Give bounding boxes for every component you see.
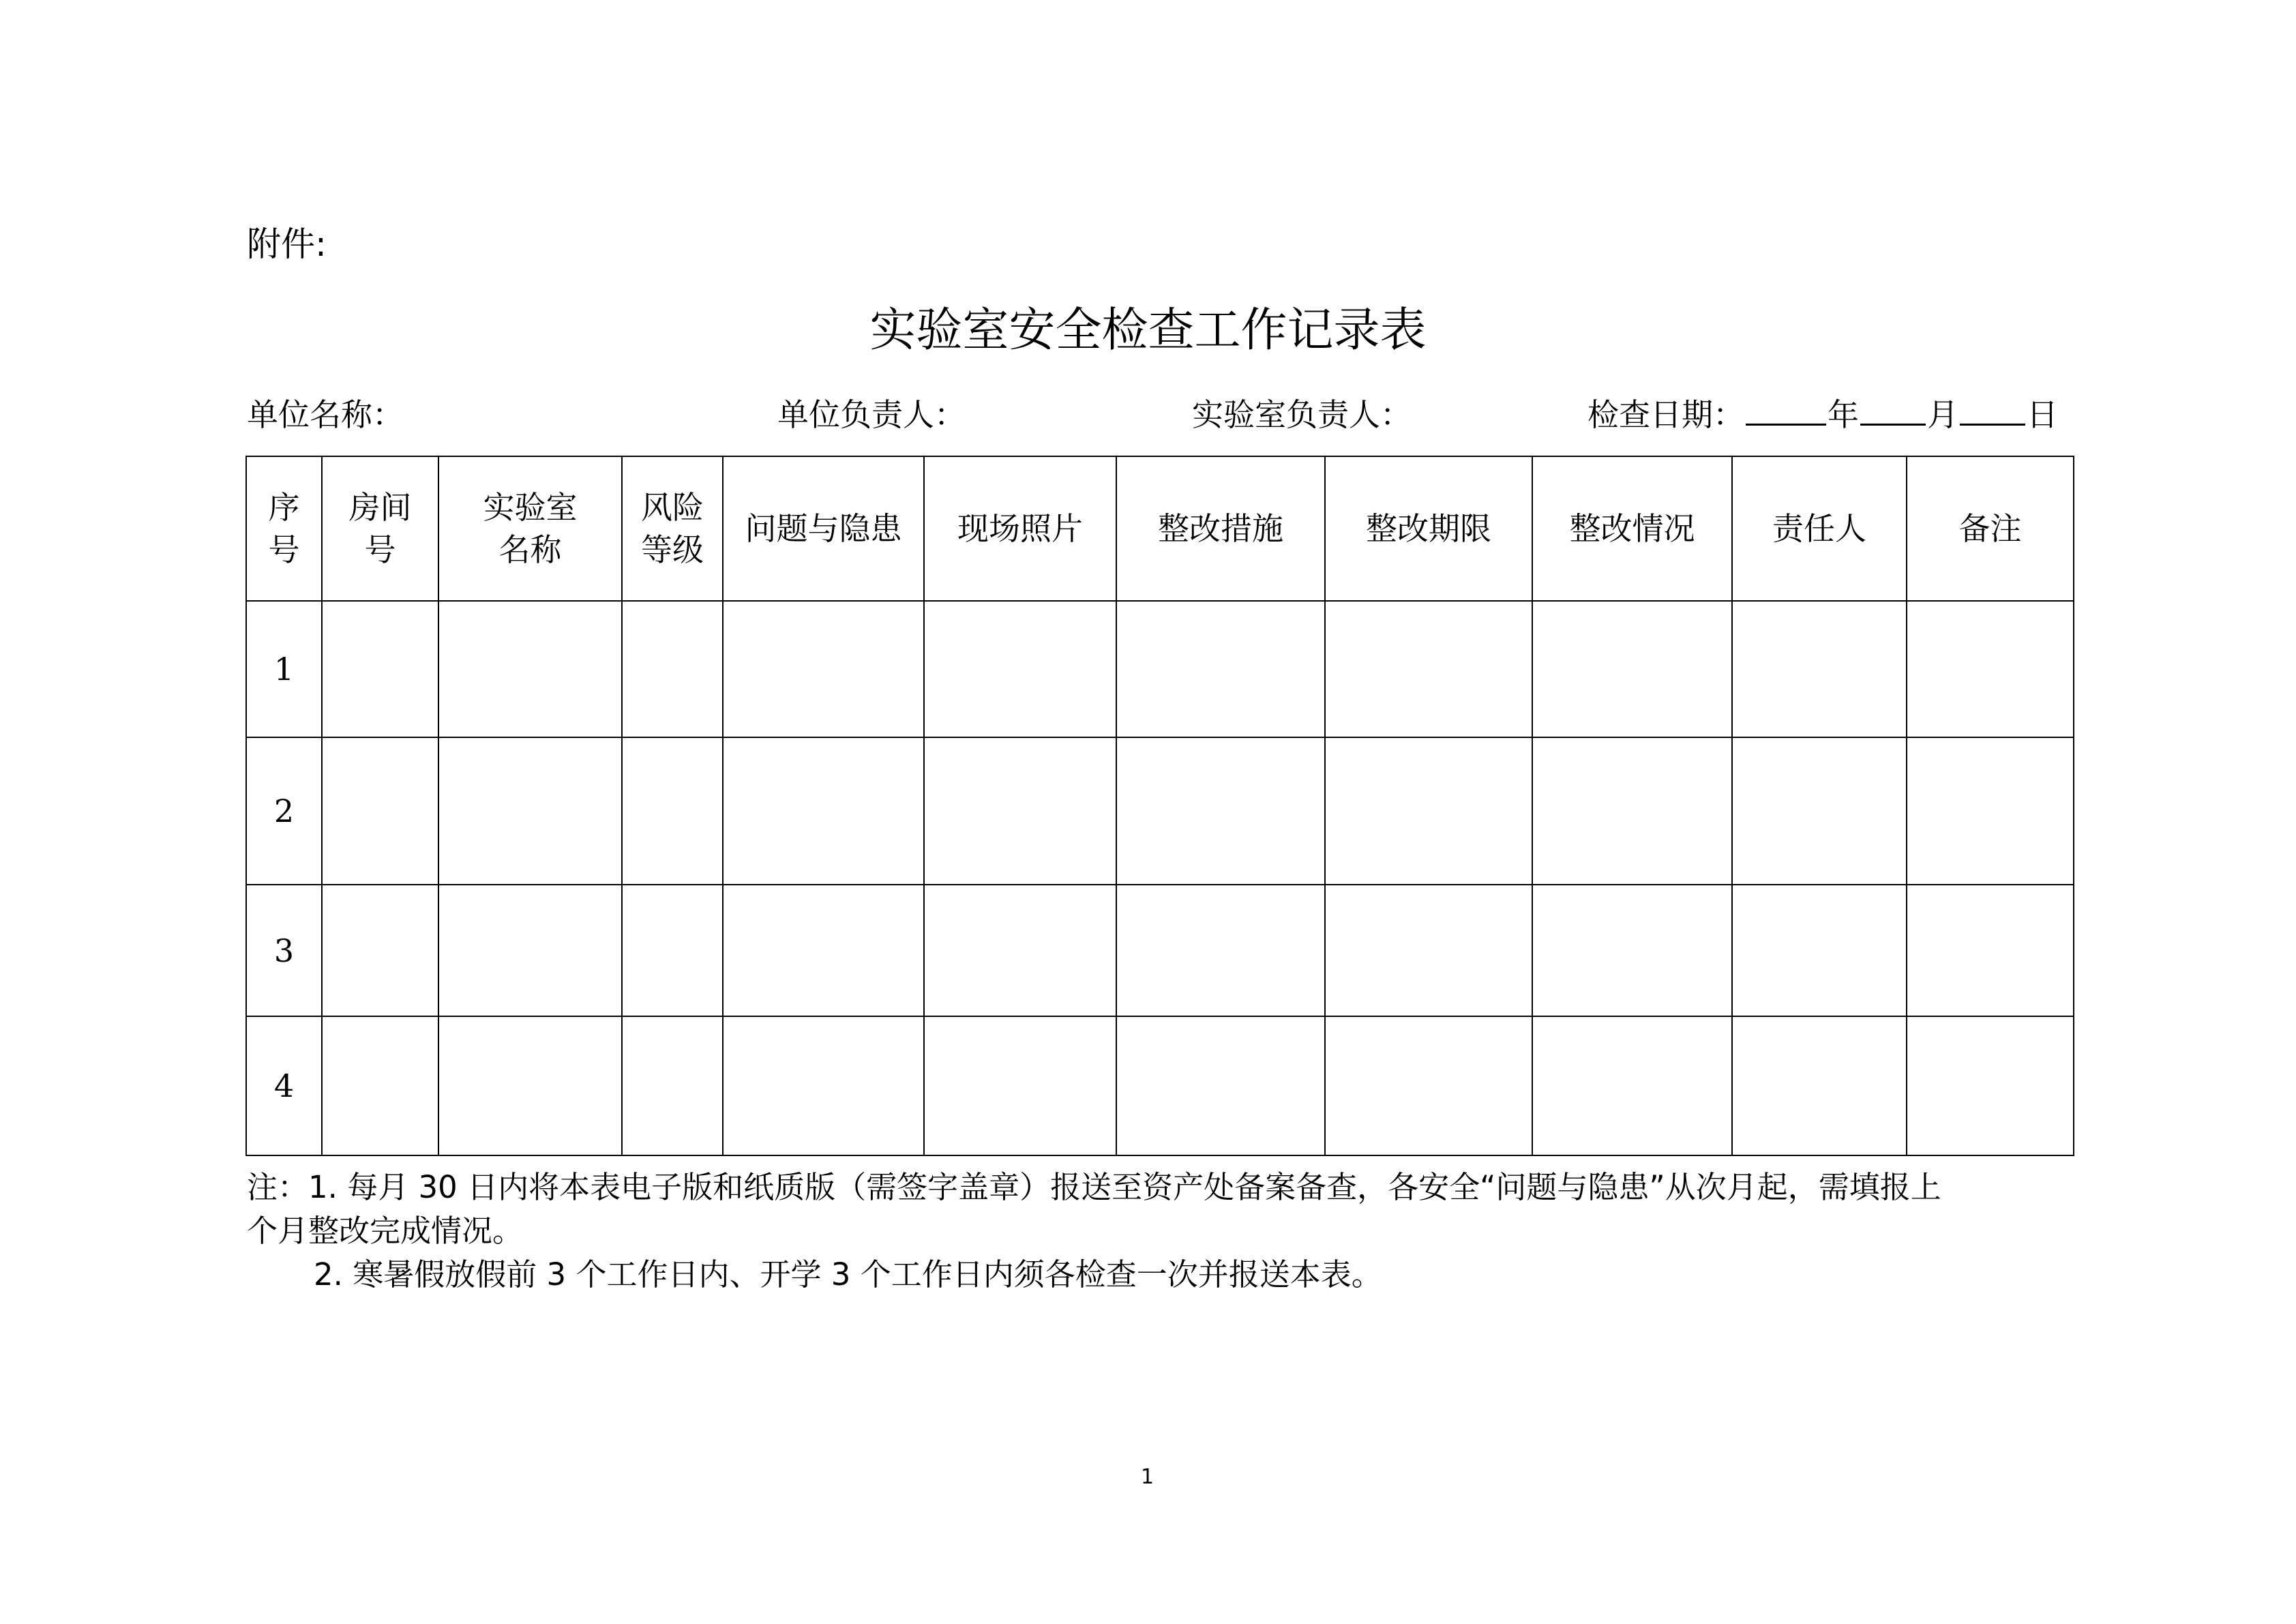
- cell[interactable]: [1907, 601, 2074, 737]
- cell[interactable]: [622, 1016, 723, 1155]
- cell[interactable]: [622, 601, 723, 737]
- header-remarks: 备注: [1907, 456, 2074, 601]
- attachment-label: 附件:: [247, 224, 327, 264]
- inspection-record-table: [245, 456, 2074, 1156]
- table-row: [246, 737, 2074, 885]
- month-label: 月: [1927, 396, 1958, 433]
- unit-head-label: 单位负责人：: [777, 396, 966, 433]
- cell[interactable]: [1325, 737, 1532, 885]
- cell[interactable]: [1116, 1016, 1325, 1155]
- cell[interactable]: [924, 1016, 1116, 1155]
- cell[interactable]: [723, 601, 924, 737]
- cell[interactable]: [438, 601, 622, 737]
- month-blank[interactable]: [1860, 396, 1926, 426]
- cell[interactable]: [924, 601, 1116, 737]
- header-measures: 整改措施: [1116, 456, 1325, 601]
- year-blank[interactable]: [1746, 396, 1826, 426]
- cell[interactable]: [1732, 737, 1907, 885]
- cell[interactable]: [1732, 601, 1907, 737]
- cell[interactable]: [1907, 1016, 2074, 1155]
- cell[interactable]: [1325, 885, 1532, 1016]
- cell[interactable]: [924, 737, 1116, 885]
- header-responsible: 责任人: [1732, 456, 1907, 601]
- cell[interactable]: [723, 737, 924, 885]
- header-lab-name: 实验室 名称: [438, 456, 622, 601]
- note-1-continued: 个月整改完成情况。: [247, 1213, 524, 1249]
- unit-name-label: 单位名称：: [247, 396, 404, 433]
- inspection-date-field: [1587, 390, 2058, 435]
- lab-head-label: 实验室负责人：: [1192, 396, 1412, 433]
- cell[interactable]: [622, 885, 723, 1016]
- row-number: 2: [246, 737, 322, 885]
- cell[interactable]: [322, 737, 438, 885]
- row-number: 3: [246, 885, 322, 1016]
- table-row: [246, 1016, 2074, 1155]
- cell[interactable]: [322, 885, 438, 1016]
- header-seq: 序 号: [246, 456, 322, 601]
- note-2: 2. 寒暑假放假前 3 个工作日内、开学 3 个工作日内须各检查一次并报送本表。: [314, 1256, 1382, 1293]
- cell[interactable]: [1532, 1016, 1732, 1155]
- header-room-no: 房间 号: [322, 456, 438, 601]
- cell[interactable]: [1116, 885, 1325, 1016]
- cell[interactable]: [1532, 737, 1732, 885]
- date-label: 检查日期：: [1587, 396, 1744, 433]
- cell[interactable]: [322, 601, 438, 737]
- cell[interactable]: [1116, 737, 1325, 885]
- cell[interactable]: [723, 885, 924, 1016]
- note-1: 注：1. 每月 30 日内将本表电子版和纸质版（需签字盖章）报送至资产处备案备查，各安全“问题与隐患”从次月起，需填报上: [247, 1169, 1941, 1205]
- cell[interactable]: [322, 1016, 438, 1155]
- header-status: 整改情况: [1532, 456, 1732, 601]
- cell[interactable]: [723, 1016, 924, 1155]
- cell[interactable]: [438, 885, 622, 1016]
- cell[interactable]: [438, 1016, 622, 1155]
- row-number: 4: [246, 1016, 322, 1155]
- day-label: 日: [2027, 396, 2058, 433]
- page-title: 实验室安全检查工作记录表: [869, 304, 1427, 357]
- cell[interactable]: [438, 737, 622, 885]
- table-row: [246, 601, 2074, 737]
- header-issues: 问题与隐患: [723, 456, 924, 601]
- header-deadline: 整改期限: [1325, 456, 1532, 601]
- year-label: 年: [1828, 396, 1859, 433]
- page-number: 1: [1141, 1465, 1154, 1489]
- cell[interactable]: [924, 885, 1116, 1016]
- header-photos: 现场照片: [924, 456, 1116, 601]
- table-row: [246, 885, 2074, 1016]
- cell[interactable]: [1732, 1016, 1907, 1155]
- cell[interactable]: [622, 737, 723, 885]
- table-header-row: [246, 456, 2074, 601]
- cell[interactable]: [1325, 601, 1532, 737]
- cell[interactable]: [1532, 601, 1732, 737]
- cell[interactable]: [1325, 1016, 1532, 1155]
- header-risk-level: 风险 等级: [622, 456, 723, 601]
- cell[interactable]: [1532, 885, 1732, 1016]
- cell[interactable]: [1907, 885, 2074, 1016]
- cell[interactable]: [1732, 885, 1907, 1016]
- cell[interactable]: [1907, 737, 2074, 885]
- cell[interactable]: [1116, 601, 1325, 737]
- day-blank[interactable]: [1960, 396, 2025, 426]
- row-number: 1: [246, 601, 322, 737]
